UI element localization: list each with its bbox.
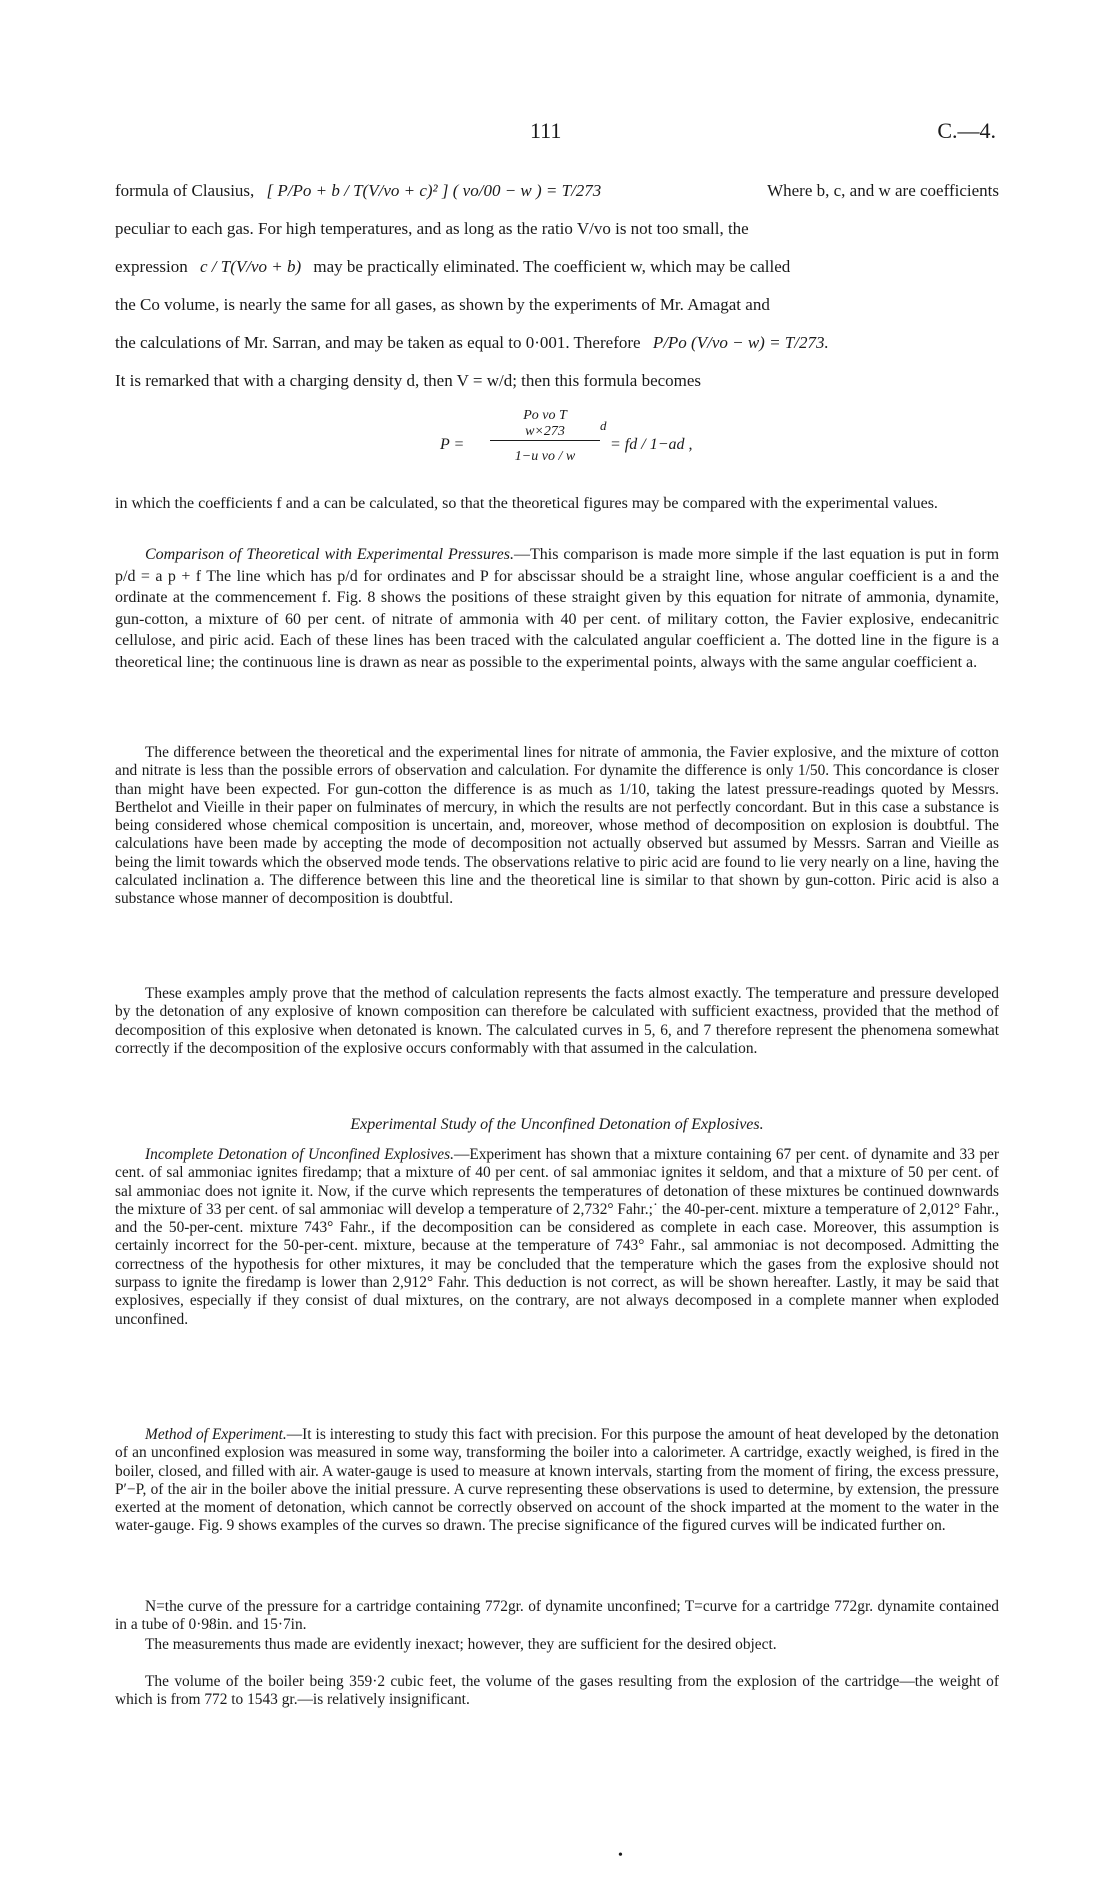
document-code: C.—4. xyxy=(937,118,996,143)
comparison-title: Comparison of Theoretical with Experimental Pressures. xyxy=(145,546,514,563)
volume-paragraph: The volume of the boiler being 359·2 cubic feet, the volume of the gases resulting from the explosion of the cartridge—the weight of which is from 772 to 1543 gr.—is relatively insignificant. xyxy=(115,1673,999,1709)
therefore-formula: P/Po (V/vo − w) = T/273. xyxy=(652,333,829,352)
para-after-formula: in which the coefficients f and a can be calculated, so that the theoretical figures may be compared with the experimental values. xyxy=(115,495,938,512)
footer-mark: • xyxy=(618,1848,623,1863)
clausius-formula: [ P/Po + b / T(V/vo + c)² ] ( vo/00 − w ) = T/273 xyxy=(266,181,602,200)
intro-line-3: expression c / T(V/vo + b) may be practically eliminated. The coefficient w, which may be called xyxy=(115,257,791,276)
expression-formula: c / T(V/vo + b) xyxy=(199,257,302,276)
incomplete-title: Incomplete Detonation of Unconfined Explosives. xyxy=(145,1146,454,1163)
intro-block xyxy=(115,172,999,400)
measurements-paragraph: The measurements thus made are evidently inexact; however, they are sufficient for the desired object. xyxy=(145,1636,777,1653)
section-heading: Experimental Study of the Unconfined Detonation of Explosives. xyxy=(350,1116,764,1133)
intro-line-2: peculiar to each gas. For high temperatures, and as long as the ratio V/vo is not too small, the xyxy=(115,219,749,238)
main-formula: P = Po vo T w×273 1−u vo / w d = fd / 1−ad , xyxy=(440,408,693,464)
method-paragraph: Method of Experiment.—It is interesting to study this fact with precision. For this purpose the amount of heat developed by the detonation of an unconfined explosion was measured in some way, transforming the boiler into a calorimeter. A cartridge, exactly weighed, is fired in the boiler, closed, and filled with air. A water-gauge is used to measure at known intervals, starting from the moment of firing, the excess pressure, P′−P, of the air in the boiler above the initial pressure. A curve representing these observations is used to determine, by extension, the pressure exerted at the moment of detonation, which cannot be correctly observed on account of the shock imparted at the moment to the water in the water-gauge. Fig. 9 shows examples of the curves so drawn. The precise significance of the figured curves will be indicated further on. xyxy=(115,1426,999,1535)
comparison-paragraph: Comparison of Theoretical with Experimental Pressures.—This comparison is made more simple if the last equation is put in form p/d = a p + f The line which has p/d for ordinates and P for abscissar should be a straight line, whose angular coefficient is a and the ordinate at the commencement f. Fig. 8 shows the positions of these straight given by this equation for nitrate of ammonia, dynamite, gun-cotton, a mixture of 60 per cent. of nitrate of ammonia with 40 per cent. of military cotton, the Favier explosive, endecanitric cellulose, and piric acid. Each of these lines has been traced with the calculated angular coefficient a. The dotted line in the figure is a theoretical line; the continuous line is drawn as near as possible to the experimental points, always with the same angular coefficient a. xyxy=(115,546,1000,671)
intro-line-5: the calculations of Mr. Sarran, and may be taken as equal to 0·001. Therefore P/Po (V/vo − w) = T/273. xyxy=(115,333,829,352)
examples-paragraph: These examples amply prove that the method of calculation represents the facts almost exactly. The temperature and pressure developed by the detonation of any explosive of known composition can therefore be calculated with sufficient exactness, provided that the method of decomposition of this explosive when detonated is known. The calculated curves in 5, 6, and 7 therefore represent the phenomena somewhat correctly if the decomposition of the explosive occurs conformably with that assumed in the calculation. xyxy=(115,985,999,1057)
intro-line-6: It is remarked that with a charging density d, then V = w/d; then this formula becomes xyxy=(115,371,702,390)
curves-paragraph: N=the curve of the pressure for a cartridge containing 772gr. of dynamite unconfined; T=curve for a cartridge 772gr. dynamite contained in a tube of 0·98in. and 15·7in. xyxy=(115,1598,999,1634)
page-number: 111 xyxy=(530,118,562,143)
method-title: Method of Experiment. xyxy=(145,1426,287,1443)
incomplete-detonation-paragraph: Incomplete Detonation of Unconfined Explosives.—Experiment has shown that a mixture containing 67 per cent. of dynamite and 33 per cent. of sal ammoniac ignites firedamp; that a mixture of 40 per cent. of sal ammoniac ignites it seldom, and that a mixture of 50 per cent. of sal ammoniac does not ignite it. Now, if the curve which represents the temperatures of detonation of these mixtures be continued downwards the mixture of 33 per cent. of sal ammoniac will develop a temperature of 2,732° Fahr.;˙ the 40-per-cent. mixture a temperature of 2,012° Fahr., and the 50-per-cent. mixture 743° Fahr., if the decomposition can be considered as complete in each case. Moreover, this assumption is certainly incorrect for the 50-per-cent. mixture, because at the temperature of 743° Fahr., sal ammoniac is not decomposed. Admitting the correctness of the hypothesis for other mixtures, it may be concluded that the temperature which the gases from the explosive should not surpass to ignite the firedamp is lower than 2,912° Fahr. This deduction is not correct, as will be shown hereafter. Lastly, it may be said that explosives, especially if they consist of dual mixtures, on the contrary, are not always decomposed in a complete manner when exploded unconfined. xyxy=(115,1146,1000,1328)
intro-line-4: the Co volume, is nearly the same for all gases, as shown by the experiments of Mr. Amagat and xyxy=(115,295,770,314)
intro-line-1: formula of Clausius, [ P/Po + b / T(V/vo + c)² ] ( vo/00 − w ) = T/273 Where b, c, and w are coefficients xyxy=(115,181,999,200)
difference-paragraph: The difference between the theoretical and the experimental lines for nitrate of ammonia, the Favier explosive, and the mixture of cotton and nitrate is less than the possible errors of observation and calculation. For dynamite the difference is only 1/50. This concordance is closer than might have been expected. For gun-cotton the difference is as much as 1/10, taking the latest pressure-readings quoted by Messrs. Berthelot and Vieille in their paper on fulminates of mercury, in which the results are not perfectly concordant. But in this case a substance is being considered whose chemical composition is uncertain, and, moreover, whose method of decomposition on explosion is doubtful. The calculations have been made by accepting the mode of decomposition not actually observed but assumed by Messrs. Sarran and Vieille as being the limit towards which the observed mode tends. The observations relative to piric acid are found to lie very nearly on a line, having the calculated inclination a. The difference between this line and the theoretical line is similar to that shown by gun-cotton. Piric acid is also a substance whose manner of decomposition is doubtful. xyxy=(115,744,999,908)
